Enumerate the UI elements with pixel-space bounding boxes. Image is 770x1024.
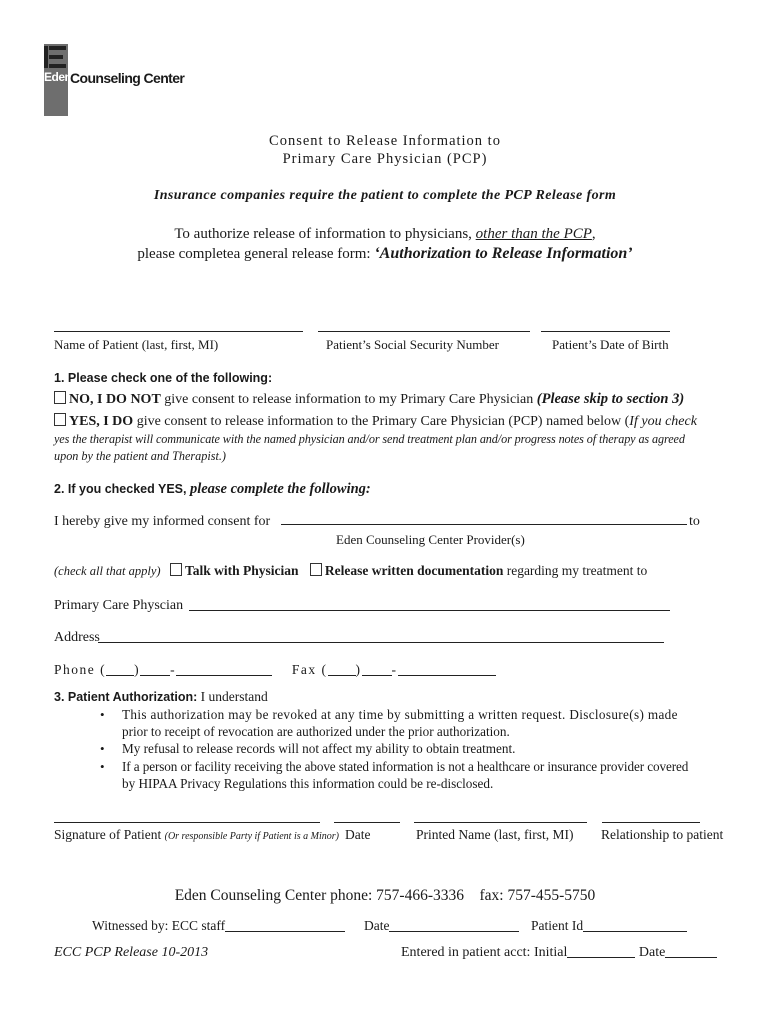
patient-ssn-label: Patient’s Social Security Number <box>326 337 499 352</box>
phone-prefix-field[interactable] <box>140 663 170 676</box>
provider-line[interactable] <box>281 524 687 525</box>
release-checkbox[interactable] <box>310 563 322 576</box>
no-label: NO, I DO NOT <box>69 392 161 407</box>
patient-id-row <box>531 918 687 934</box>
witness-field[interactable] <box>225 919 345 932</box>
general-form-text: please completea general release form: <box>137 246 375 262</box>
phone-dash: - <box>170 662 177 677</box>
yes-note-1: If you check <box>629 414 697 429</box>
bullet-1-cont: prior to receipt of revocation are authorized under the prior authorization. <box>122 724 510 739</box>
pcp-label: Primary Care Physcian <box>54 598 184 613</box>
talk-checkbox[interactable] <box>170 563 182 576</box>
yes-note-3: upon by the patient and Therapist.) <box>54 449 226 463</box>
option-yes <box>54 413 697 430</box>
patient-dob-label: Patient’s Date of Birth <box>552 337 669 352</box>
entered-date-label: Date <box>638 945 666 960</box>
phone-area-field[interactable] <box>106 663 134 676</box>
page-title-line1: Consent to Release Information to <box>269 133 501 149</box>
section2-heading-bold: 2. If you checked YES, <box>54 482 190 496</box>
signature-label: Signature of Patient <box>54 827 165 842</box>
yes-text: give consent to release information to the Primary Care Physician (PCP) named below ( <box>133 414 630 429</box>
phone-label: Phone ( <box>54 662 107 677</box>
form-id: ECC PCP Release 10-2013 <box>54 945 209 960</box>
sig-date-label: Date <box>345 827 371 842</box>
witness-row <box>92 918 345 934</box>
provider-label: Eden Counseling Center Provider(s) <box>336 532 525 547</box>
consent-text: I hereby give my informed consent for <box>54 514 271 529</box>
general-form-name: ‘Authorization to Release Information’ <box>374 245 633 262</box>
bullet-2-text: My refusal to release records will not affect my ability to obtain treatment. <box>122 741 516 756</box>
entered-date-field[interactable] <box>665 945 717 958</box>
witness-date-row <box>364 918 519 934</box>
yes-label: YES, I DO <box>69 414 134 429</box>
check-options-row <box>54 563 647 579</box>
section2-heading-italic: please complete the following: <box>189 481 371 497</box>
general-form-line <box>0 245 770 263</box>
no-checkbox[interactable] <box>54 391 66 404</box>
bullet-3-text: If a person or facility receiving the above stated information is not a healthcare or insurance provider covered <box>122 759 689 774</box>
signature-note: (Or responsible Party if Patient is a Minor) <box>164 831 339 842</box>
section3-heading-rest: I understand <box>197 689 268 704</box>
fax-area-field[interactable] <box>328 663 356 676</box>
authorize-emphasis: other than the PCP <box>475 226 592 242</box>
sig-date-line[interactable] <box>334 822 400 823</box>
patient-name-label: Name of Patient (last, first, MI) <box>54 337 219 352</box>
phone-row <box>54 662 496 678</box>
initial-field[interactable] <box>567 945 635 958</box>
entered-label: Entered in patient acct: Initial <box>401 945 568 960</box>
insurance-note: Insurance companies require the patient to complete the PCP Release form <box>153 188 617 203</box>
relationship-line[interactable] <box>602 822 700 823</box>
authorize-text: To authorize release of information to physicians, <box>174 226 476 242</box>
pcp-line[interactable] <box>189 610 670 611</box>
fax-label: Fax ( <box>291 662 328 677</box>
patient-dob-line[interactable] <box>541 331 670 332</box>
section2-heading <box>54 481 371 498</box>
authorize-comma: , <box>591 226 596 242</box>
bullet-1-text: This authorization may be revoked at any time by submitting a written request. Disclosure(s) made <box>122 707 678 722</box>
address-label: Address <box>54 630 100 645</box>
phone-paren: ) <box>134 662 141 677</box>
no-text: give consent to release information to my Primary Care Physician <box>160 392 537 407</box>
entered-row <box>401 945 717 961</box>
talk-option-label: Talk with Physician <box>184 563 299 578</box>
patient-name-line[interactable] <box>54 331 303 332</box>
section3-heading-bold: 3. Patient Authorization: <box>54 690 198 704</box>
fax-dash: - <box>391 662 398 677</box>
signature-label-row <box>54 827 339 843</box>
fax-prefix-field[interactable] <box>362 663 392 676</box>
fax-number-field[interactable] <box>398 663 496 676</box>
org-name: Counseling Center <box>70 70 185 86</box>
bullet-3-cont: by HIPAA Privacy Regulations this information could be re-disclosed. <box>122 776 494 791</box>
witnessed-label: Witnessed by: ECC staff <box>92 918 226 933</box>
no-skip-note: (Please skip to section 3) <box>536 391 685 407</box>
section3-heading <box>54 689 268 705</box>
fax-paren: ) <box>355 662 362 677</box>
witness-date-field[interactable] <box>389 919 519 932</box>
release-option-label: Release written documentation <box>324 563 504 578</box>
address-line[interactable] <box>98 642 664 643</box>
yes-checkbox[interactable] <box>54 413 66 426</box>
patient-id-label: Patient Id <box>531 918 584 933</box>
page-title-line2: Primary Care Physician (PCP) <box>282 151 488 167</box>
patient-id-field[interactable] <box>583 919 687 932</box>
printed-name-label: Printed Name (last, first, MI) <box>416 827 574 842</box>
phone-number-field[interactable] <box>176 663 272 676</box>
bullet-2-dot: • <box>100 741 105 756</box>
bullet-3-dot: • <box>100 759 105 774</box>
signature-line[interactable] <box>54 822 320 823</box>
check-all-note: (check all that apply) <box>54 564 161 578</box>
relationship-label: Relationship to patient <box>601 827 724 842</box>
contact-line: Eden Counseling Center phone: 757-466-3336 fax: 757-455-5750 <box>174 887 596 904</box>
logo-eden: Eden <box>44 70 72 84</box>
section1-heading: 1. Please check one of the following: <box>54 371 273 385</box>
consent-to: to <box>689 514 700 529</box>
bullet-1-dot: • <box>100 707 105 722</box>
authorize-line <box>0 226 770 243</box>
printed-name-line[interactable] <box>414 822 587 823</box>
release-suffix: regarding my treatment to <box>503 563 648 578</box>
witness-date-label: Date <box>364 918 390 933</box>
option-no <box>54 391 684 408</box>
yes-note-2: yes the therapist will communicate with the named physician and/or send treatment plan and/or progress notes of therapy as agreed <box>54 432 685 446</box>
patient-ssn-line[interactable] <box>318 331 530 332</box>
